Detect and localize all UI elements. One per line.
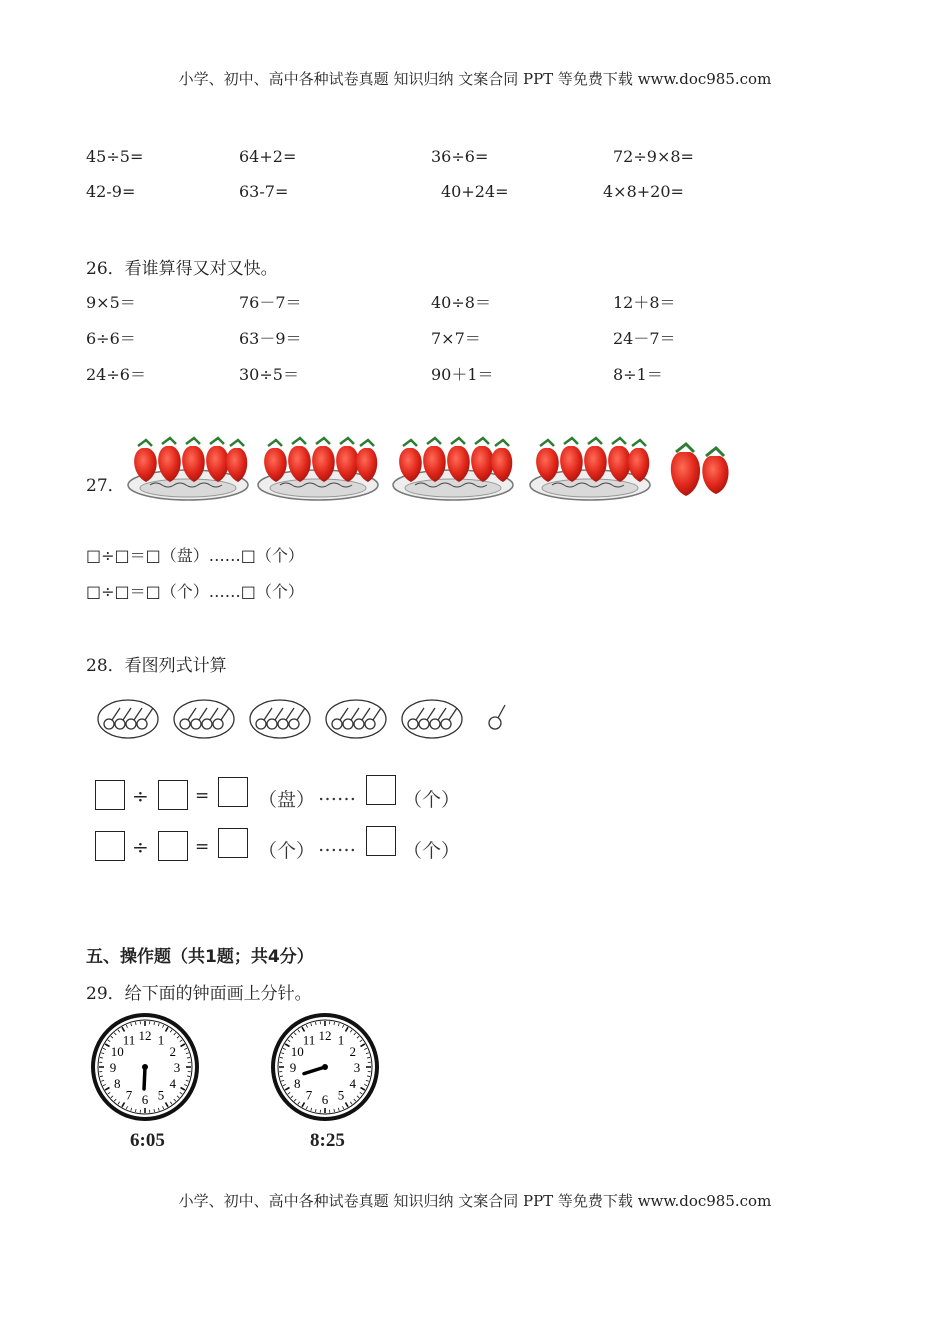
clock-number: 7 xyxy=(305,1087,313,1103)
unit-ge: （个） xyxy=(258,840,316,862)
section-title: 五、操作题（共1题；共4分） xyxy=(86,947,314,967)
clock-face[interactable] xyxy=(93,1015,197,1119)
answer-box[interactable] xyxy=(95,831,125,861)
clock-number: 12 xyxy=(318,1028,332,1043)
clock-time-label: 6:05 xyxy=(130,1130,165,1151)
question-27-number: 27． xyxy=(86,476,125,496)
clock-number: 2 xyxy=(169,1044,176,1059)
problem: 45÷5= xyxy=(86,147,144,166)
question-26-title: 26．看谁算得又对又快。 xyxy=(86,259,278,279)
clock-number: 6 xyxy=(141,1092,149,1107)
answer-box[interactable] xyxy=(158,831,188,861)
clock-center xyxy=(322,1064,328,1070)
hour-hand xyxy=(144,1067,145,1089)
problem: 40+24= xyxy=(441,182,509,201)
clock-number: 8 xyxy=(114,1076,121,1091)
clock-number: 4 xyxy=(169,1076,176,1091)
clock-number: 1 xyxy=(337,1032,345,1048)
problem: 36÷6= xyxy=(431,147,489,166)
clock-number: 2 xyxy=(349,1044,356,1059)
clock-center xyxy=(142,1064,148,1070)
clock-number: 4 xyxy=(349,1076,356,1091)
strawberry-plates-image xyxy=(120,430,760,510)
problem: 63－9＝ xyxy=(239,329,302,348)
equals-sign: = xyxy=(195,837,210,857)
problem: 12＋8＝ xyxy=(613,293,676,312)
grouped-items-image xyxy=(95,696,515,746)
clock-number: 11 xyxy=(122,1032,136,1048)
problem: 40÷8＝ xyxy=(431,293,491,312)
answer-box[interactable] xyxy=(158,780,188,810)
unit-ge: （个） xyxy=(403,789,461,811)
clock-number: 7 xyxy=(125,1087,133,1103)
page-footer: 小学、初中、高中各种试卷真题 知识归纳 文案合同 PPT 等免费下载 www.doc985.com xyxy=(178,1192,772,1210)
problem: 8÷1＝ xyxy=(613,365,663,384)
problem: 90＋1＝ xyxy=(431,365,494,384)
divide-sign: ÷ xyxy=(132,784,149,808)
answer-box[interactable] xyxy=(95,780,125,810)
problem: 30÷5＝ xyxy=(239,365,299,384)
problem: 24÷6＝ xyxy=(86,365,146,384)
clock-number: 11 xyxy=(302,1032,316,1048)
page-header: 小学、初中、高中各种试卷真题 知识归纳 文案合同 PPT 等免费下载 www.doc985.com xyxy=(178,70,772,88)
clock-number: 10 xyxy=(110,1044,124,1059)
clock-number: 6 xyxy=(321,1092,329,1107)
clock-number: 3 xyxy=(353,1060,361,1075)
answer-line-1[interactable]: □÷□＝□（盘）……□（个） xyxy=(86,546,304,565)
problem: 63-7= xyxy=(239,182,289,201)
unit-plate: （盘） xyxy=(258,789,316,811)
clock-number: 3 xyxy=(173,1060,181,1075)
clock-number: 8 xyxy=(294,1076,301,1091)
clock-number: 9 xyxy=(109,1060,117,1075)
clock-time-label: 8:25 xyxy=(310,1130,345,1151)
clock-number: 1 xyxy=(157,1032,165,1048)
problem: 24－7＝ xyxy=(613,329,676,348)
problem: 4×8+20= xyxy=(603,182,684,201)
ellipsis: …… xyxy=(318,783,356,805)
problem: 7×7＝ xyxy=(431,329,481,348)
answer-box[interactable] xyxy=(366,775,396,805)
question-28-title: 28．看图列式计算 xyxy=(86,656,227,676)
problem: 76－7＝ xyxy=(239,293,302,312)
question-29-title: 29．给下面的钟面画上分针。 xyxy=(86,984,312,1004)
clock-number: 5 xyxy=(157,1087,165,1103)
problem: 9×5＝ xyxy=(86,293,136,312)
divide-sign: ÷ xyxy=(132,835,149,859)
clock-number: 10 xyxy=(290,1044,304,1059)
unit-ge: （个） xyxy=(403,840,461,862)
clock-number: 5 xyxy=(337,1087,345,1103)
clock-number: 12 xyxy=(138,1028,152,1043)
problem: 42-9= xyxy=(86,182,136,201)
clock-face[interactable] xyxy=(273,1015,377,1119)
problem: 64+2= xyxy=(239,147,297,166)
clock-number: 9 xyxy=(289,1060,297,1075)
answer-box[interactable] xyxy=(366,826,396,856)
problem: 72÷9×8= xyxy=(613,147,694,166)
answer-box[interactable] xyxy=(218,777,248,807)
ellipsis: …… xyxy=(318,834,356,856)
equals-sign: = xyxy=(195,786,210,806)
answer-line-2[interactable]: □÷□＝□（个）……□（个） xyxy=(86,582,304,601)
answer-box[interactable] xyxy=(218,828,248,858)
problem: 6÷6＝ xyxy=(86,329,136,348)
